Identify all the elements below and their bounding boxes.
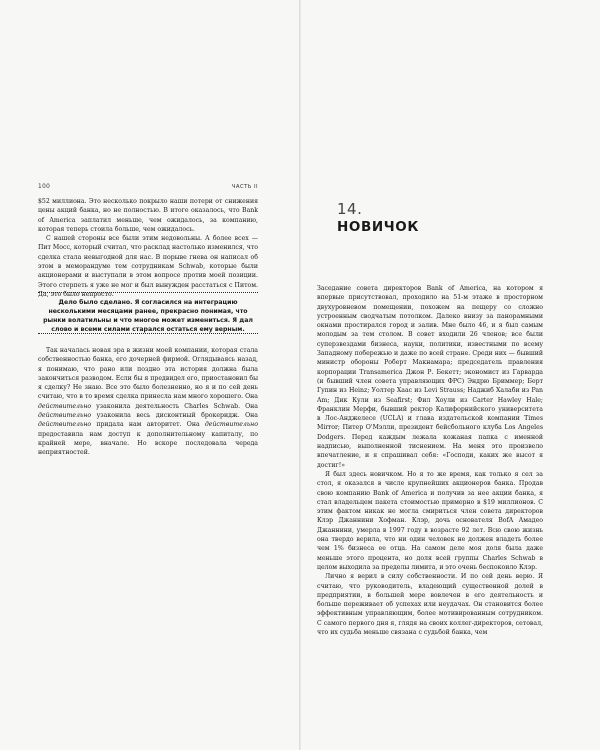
emphasis: действительно xyxy=(38,402,92,410)
paragraph: С нашей стороны все были этим недовольны. А более всех — Пит Мосс, который считал, что расклад настолько изменился, что сделка стала невыгодной для нас. В порыве гнева он написал об этом в меморандуме тем сотрудникам Schwab, которые были акционерами и выступали в этом вопросе против моей позиции. Этого стерпеть я уже не мог и был вынужден расстаться с Питом. Да, это было непросто. xyxy=(38,235,258,298)
paragraph: Я был здесь новичком. Но я то же время, как только я сел за стол, я оказался в числе крупнейших акционеров банка. Продав свою компанию Bank of America и получив за нее акции банка, я стал владельцем пакета стоимостью примерно в $19 миллионов. С этим фактом никак не могла смириться член совета директоров Клэр Джаннини Хофман. Клэр, дочь основателя BofA Амадео Джаннини, умерла в 1997 году в возрасте 92 лет. Всю свою жизнь она твердо верила, что ни один человек не должен владеть более чем 1% бизнеса ее отца. На самом деле моя доля была даже меньше этого процента, но доля всей группы Charles Schwab в целом выходила за пределы лимита, и это очень беспокоило Клэр. xyxy=(317,470,543,571)
text-run: узаконила весь дисконтный брокеридж. Она xyxy=(91,412,258,420)
right-page xyxy=(301,0,600,750)
paragraph xyxy=(38,346,258,458)
chapter-title: НОВИЧОК xyxy=(337,219,419,235)
chapter-text xyxy=(317,284,543,637)
emphasis: действительно xyxy=(38,412,92,420)
text-run: придала нам авторитет. Она xyxy=(91,421,205,429)
text-run: Так началась новая эра в жизни моей компании, которая стала собственностью банка, его дочерней фирмой. Оглядываясь назад, я понимаю, что рано или поздно эта история должна была закончиться разводом. Если бы я предвидел его, приостановил бы я сделку? Не знаю. Все это было болезненно, но я и по сей день считаю, что в то время сделка принесла нам много хорошего. Она xyxy=(38,347,258,401)
chapter-number: 14. xyxy=(337,200,363,218)
paragraph: Лично я верил в силу собственности. И по сей день верю. Я считаю, что руководитель, владеющий существенной долей в предприятии, в большей мере вовлечен в его деятельность и больше переживает об успехах или неудачах. Он становится более эффективным управляющим, более мотивированным сотрудником. С самого первого дня я, глядя на своих коллег-директоров, сетовал, что их судьба меньше связана с судьбой банка, чем xyxy=(317,573,543,636)
part-label: ЧАСТЬ II xyxy=(231,184,258,190)
emphasis: действительно xyxy=(204,421,258,429)
text-run: предоставила нам доступ к дополнительному капиталу, по крайней мере, вначале. Но вскоре последовала череда неприятностей. xyxy=(38,430,258,457)
emphasis: действительно xyxy=(38,421,92,429)
text-block-bottom xyxy=(38,346,258,458)
text-run: узаконила деятельность Charles Schwab. Она xyxy=(91,402,258,410)
pull-quote: Дело было сделано. Я согласился на интеграцию несколькими месяцами ранее, прекрасно понимая, что рынки волатильны и что многое может измениться. Я дал слово и всеми силами старался остаться ему верным. xyxy=(38,292,258,334)
page-number: 100 xyxy=(38,184,51,190)
running-head xyxy=(38,184,258,190)
left-page xyxy=(0,0,299,750)
paragraph: $52 миллиона. Это несколько покрыло наши потери от снижения цены акций банка, но не полностью. В итоге оказалось, что Bank of America заплатил меньше, чем ожидалось, за компанию, которая теперь стоила больше, чем ожидалось. xyxy=(38,198,258,233)
text-block-top xyxy=(38,197,258,299)
paragraph: Заседание совета директоров Bank of America, на котором я впервые присутствовал, проходило на 51-м этаже в просторном двухуровневом помещении, похожем на пещеру со сложно устроенным сводчатым потолком. Далеко внизу за панорамными окнами простирался город и залив. Мне было 46, и я был самым молодым за тем столом. В совет входили 26 членов; все были суперзвездами бизнеса, науки, политики, известными по всему Западному побережью и даже по всей стране. Среди них — бывший министр обороны Роберт Макнамара; председатель правления корпорации Transamerica Джон Р. Бекетт; экономист из Гарварда (и бывший член совета управляющих ФРС) Эндрю Бриммер; Берт Гупин из Heinz; Уолтер Хаас из Levi Strauss; Наджиб Халаби из Pan Am; Дик Кули из Seafirst; Фил Хоули из Carter Hawley Hale; Франклин Мерфи, бывший ректор Калифорнийского университета в Лос-Анджелесе (UCLA) и глава издательской компании Times Mirror; Питер О'Мэлли, президент бейсбольного клуба Los Angeles Dodgers. Перед каждым лежала кожаная папка с именной надписью, выполненной тиснением. На меня это произвело впечатление, и я спрашивал себя: «Господи, каких же высот я достиг!» xyxy=(317,285,543,469)
